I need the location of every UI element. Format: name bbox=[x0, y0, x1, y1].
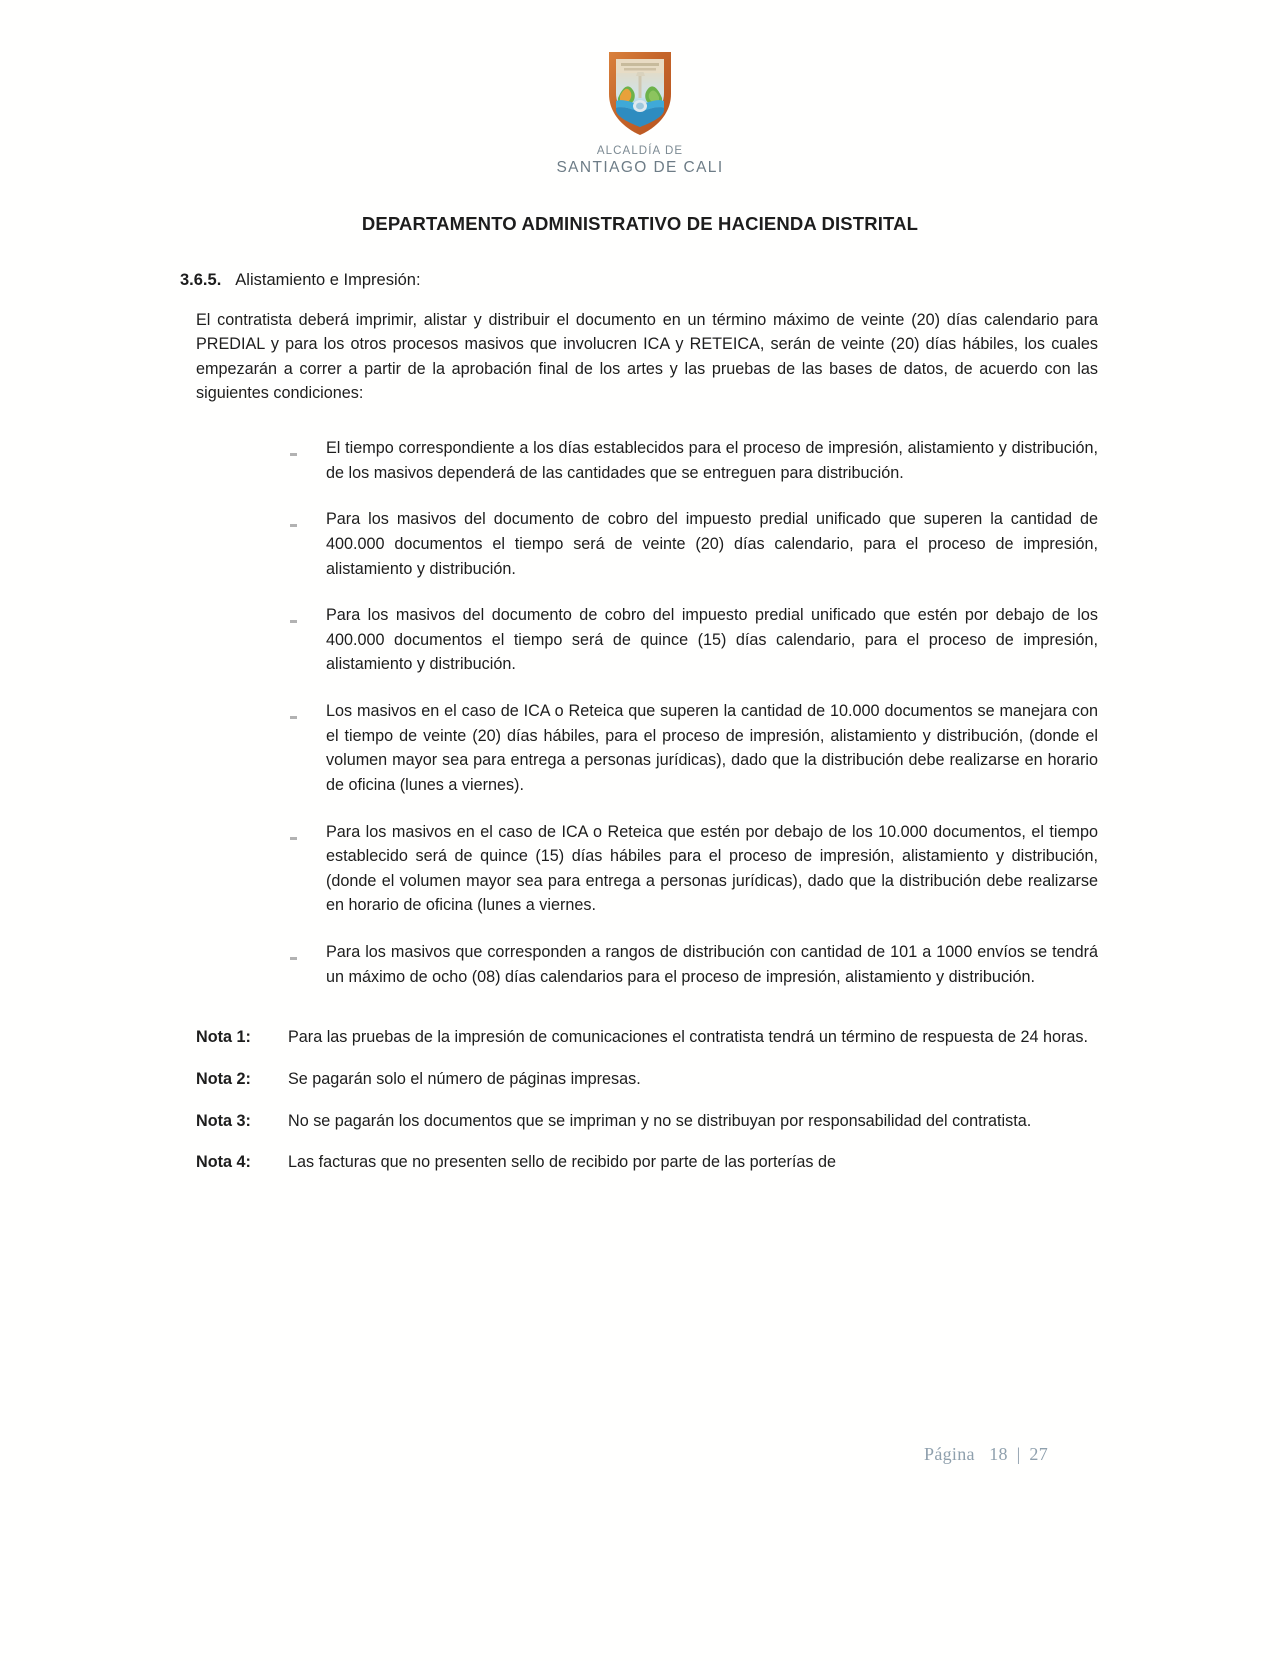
letterhead-caption-small: ALCALDÍA DE bbox=[596, 145, 684, 157]
section-number: 3.6.5. bbox=[180, 270, 222, 289]
note-text: Se pagarán solo el número de páginas impresas. bbox=[288, 1069, 641, 1088]
footer-total-pages: 27 bbox=[1029, 1444, 1048, 1464]
conditions-bullet-list bbox=[290, 436, 1098, 989]
list-item bbox=[290, 507, 1098, 581]
letterhead-caption-large: SANTIAGO DE CALI bbox=[556, 159, 724, 177]
bullet-dash-icon bbox=[290, 699, 326, 798]
footer-separator: | bbox=[1016, 1444, 1021, 1464]
note-row bbox=[196, 1025, 1098, 1050]
section-heading bbox=[180, 271, 1110, 290]
bullet-dash-icon bbox=[290, 820, 326, 919]
page-footer bbox=[924, 1444, 1048, 1465]
cali-coat-of-arms-shield-icon bbox=[601, 46, 679, 138]
note-label: Nota 1: bbox=[196, 1028, 251, 1047]
document-body bbox=[170, 271, 1110, 1175]
bullet-dash-icon bbox=[290, 436, 326, 485]
list-item bbox=[290, 603, 1098, 677]
note-row bbox=[196, 1109, 1098, 1134]
list-item bbox=[290, 699, 1098, 798]
list-item bbox=[290, 436, 1098, 485]
note-label: Nota 3: bbox=[196, 1111, 251, 1130]
bullet-dash-icon bbox=[290, 940, 326, 989]
page-title: DEPARTAMENTO ADMINISTRATIVO DE HACIENDA DISTRITAL bbox=[361, 212, 919, 234]
footer-page-word: Página bbox=[924, 1444, 975, 1464]
note-text: Las facturas que no presenten sello de recibido por parte de las porterías de bbox=[288, 1153, 837, 1172]
list-item bbox=[290, 940, 1098, 989]
note-label: Nota 4: bbox=[196, 1153, 251, 1172]
letterhead bbox=[0, 0, 1280, 179]
notes-list bbox=[196, 1025, 1098, 1175]
note-text: Para las pruebas de la impresión de comunicaciones el contratista tendrá un término de respuesta de 24 horas. bbox=[288, 1028, 1088, 1047]
footer-current-page: 18 bbox=[989, 1444, 1008, 1464]
list-item-text: Para los masivos que corresponden a rangos de distribución con cantidad de 101 a 1000 envíos se tendrá un máximo de ocho (08) días calendarios para el proceso de impresión, alistamiento y distribución. bbox=[326, 943, 1098, 986]
bullet-dash-icon bbox=[290, 507, 326, 581]
note-text: No se pagarán los documentos que se impriman y no se distribuyan por responsabilidad del contratista. bbox=[288, 1111, 1032, 1130]
list-item bbox=[290, 820, 1098, 919]
bullet-dash-icon bbox=[290, 603, 326, 677]
note-row bbox=[196, 1150, 1098, 1175]
list-item-text: Para los masivos del documento de cobro del impuesto predial unificado que superen la cantidad de 400.000 documentos el tiempo será de veinte (20) días calendario, para el proceso de impresión, alistamiento y distribución. bbox=[326, 510, 1098, 578]
section-label: Alistamiento e Impresión: bbox=[235, 270, 421, 289]
list-item-text: Para los masivos del documento de cobro del impuesto predial unificado que estén por debajo de los 400.000 documentos el tiempo será de quince (15) días calendario, para el proceso de impresión, alistamiento y distribución. bbox=[326, 606, 1098, 674]
note-row bbox=[196, 1067, 1098, 1092]
section-intro-paragraph: El contratista deberá imprimir, alistar y distribuir el documento en un término máximo de veinte (20) días calendario para PREDIAL y para los otros procesos masivos que involucren ICA y RETEICA, serán de veinte (20) días hábiles, los cuales empezarán a correr a partir de la aprobación final de los artes y las pruebas de las bases de datos, de acuerdo con las siguientes condiciones: bbox=[196, 310, 1098, 403]
list-item-text: Los masivos en el caso de ICA o Reteica que superen la cantidad de 10.000 documentos se manejara con el tiempo de veinte (20) días hábiles, para el proceso de impresión, alistamiento y distribución, (donde el volumen mayor sea para entrega a personas jurídicas), dado que la distribución debe realizarse en horario de oficina (lunes a viernes). bbox=[326, 702, 1098, 794]
list-item-text: El tiempo correspondiente a los días establecidos para el proceso de impresión, alistamiento y distribución, de los masivos dependerá de las cantidades que se entreguen para distribución. bbox=[326, 439, 1098, 482]
list-item-text: Para los masivos en el caso de ICA o Reteica que estén por debajo de los 10.000 documentos, el tiempo establecido será de quince (15) días hábiles para el proceso de impresión, alistamiento y distribución, (donde el volumen mayor sea para entrega a personas jurídicas), dado que la distribución debe realizarse en horario de oficina (lunes a viernes. bbox=[326, 822, 1098, 915]
note-label: Nota 2: bbox=[196, 1069, 251, 1088]
